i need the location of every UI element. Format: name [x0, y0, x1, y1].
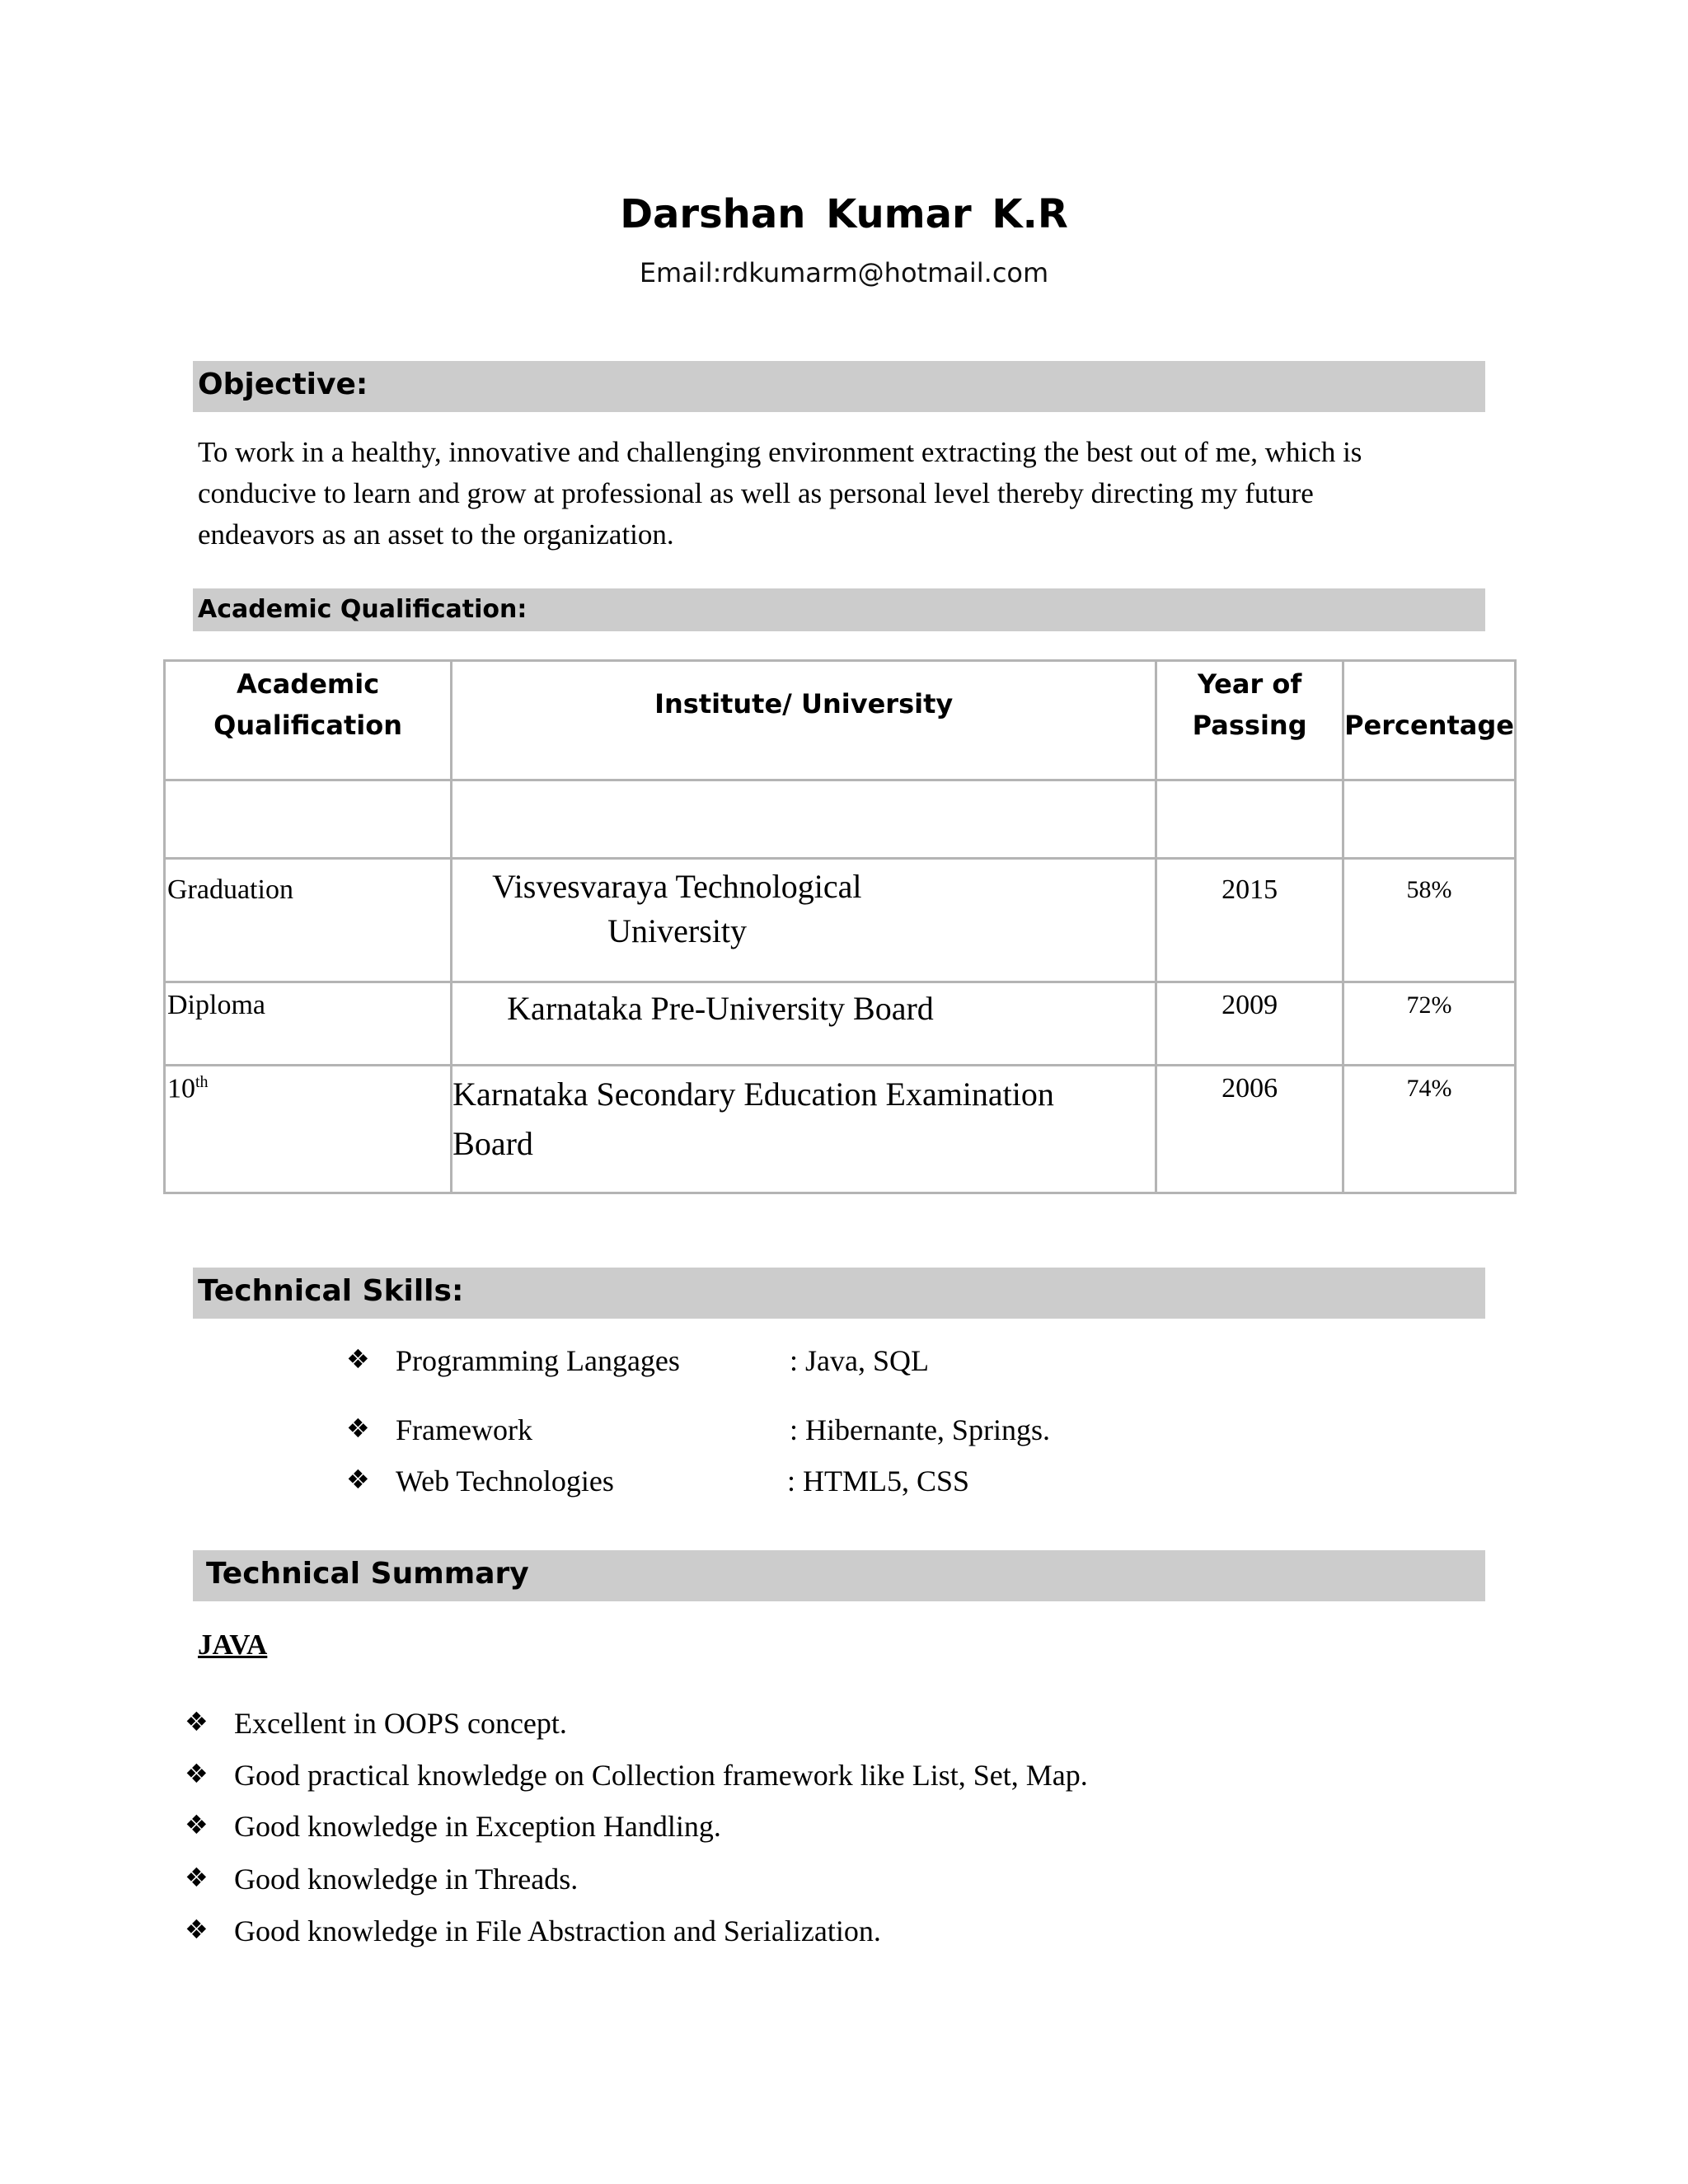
table-header-row [165, 661, 1516, 780]
row-percentage: 74% [1406, 1075, 1452, 1102]
table-row [165, 859, 1516, 982]
diamond-bullet-icon: ❖ [185, 1809, 209, 1840]
skill-value: : Java, SQL [790, 1344, 929, 1377]
header-institute-text: Institute/ University [654, 688, 954, 719]
skill-label: Programming Langages [396, 1344, 680, 1377]
table-row-empty [165, 780, 1516, 859]
header-year [1156, 661, 1343, 780]
skill-label: Web Technologies [396, 1465, 614, 1497]
header-institute [452, 661, 1156, 780]
diamond-bullet-icon: ❖ [346, 1464, 370, 1495]
table-row [165, 982, 1516, 1066]
academic-section-bar [193, 588, 1485, 631]
objective-line: endeavors as an asset to the organization. [198, 518, 674, 551]
header-qualification [165, 661, 452, 780]
row-institute-line: University [607, 912, 748, 949]
diamond-bullet-icon: ❖ [346, 1413, 370, 1444]
summary-heading: Technical Summary [206, 1557, 529, 1591]
diamond-bullet-icon: ❖ [346, 1343, 370, 1375]
header-percentage [1343, 661, 1516, 780]
summary-section-bar [193, 1550, 1485, 1601]
header-year-line: Passing [1192, 710, 1307, 741]
header-year-line: Year of [1197, 668, 1302, 700]
summary-text: Good practical knowledge on Collection framework like List, Set, Map. [234, 1759, 1088, 1792]
row-percentage: 72% [1406, 991, 1452, 1019]
row-year: 2015 [1221, 874, 1278, 905]
header-qualification-line: Qualification [213, 710, 402, 741]
diamond-bullet-icon: ❖ [185, 1758, 209, 1789]
summary-text: Good knowledge in Threads. [234, 1863, 579, 1896]
row-year: 2009 [1221, 990, 1278, 1020]
row-qualification: Graduation [167, 874, 293, 905]
header-qualification-line: Academic [236, 668, 380, 700]
objective-section-bar [193, 361, 1485, 412]
skills-section-bar [193, 1268, 1485, 1319]
objective-line: To work in a healthy, innovative and challenging environment extracting the best out of me, which is [198, 436, 1362, 468]
objective-heading: Objective: [198, 368, 368, 401]
summary-text: Good knowledge in File Abstraction and Serialization. [234, 1915, 881, 1947]
skill-value: : HTML5, CSS [787, 1465, 970, 1497]
row-institute-line: Karnataka Secondary Education Examination [452, 1076, 1054, 1113]
table-row [165, 1066, 1516, 1193]
candidate-email: Email:rdkumarm@hotmail.com [639, 257, 1049, 288]
row-institute-line: Board [452, 1125, 533, 1162]
row-year: 2006 [1221, 1073, 1278, 1104]
row-institute-line: Visvesvaraya Technological [492, 868, 862, 905]
diamond-bullet-icon: ❖ [185, 1862, 209, 1893]
summary-text: Good knowledge in Exception Handling. [234, 1810, 721, 1843]
row-qualification: Diploma [167, 990, 265, 1020]
row-percentage: 58% [1406, 876, 1452, 903]
header-percentage-text: Percentage [1344, 710, 1514, 741]
objective-line: conducive to learn and grow at professional as well as personal level thereby directing my future [198, 477, 1314, 509]
row-qualification-text: 10 [167, 1073, 195, 1104]
diamond-bullet-icon: ❖ [185, 1914, 209, 1945]
skills-heading: Technical Skills: [198, 1274, 464, 1308]
skill-value: : Hibernante, Springs. [790, 1413, 1050, 1446]
candidate-name: Darshan Kumar K.R [620, 191, 1068, 237]
summary-text: Excellent in OOPS concept. [234, 1707, 567, 1740]
java-subheading: JAVA [198, 1629, 268, 1661]
academic-heading: Academic Qualification: [198, 595, 528, 624]
objective-text [198, 432, 1484, 555]
row-qualification [166, 1066, 450, 1104]
row-institute-line: Karnataka Pre-University Board [507, 990, 934, 1027]
diamond-bullet-icon: ❖ [185, 1706, 209, 1737]
row-qualification-sup: th [195, 1073, 209, 1091]
academic-table [163, 659, 1517, 1194]
skill-label: Framework [396, 1413, 532, 1446]
